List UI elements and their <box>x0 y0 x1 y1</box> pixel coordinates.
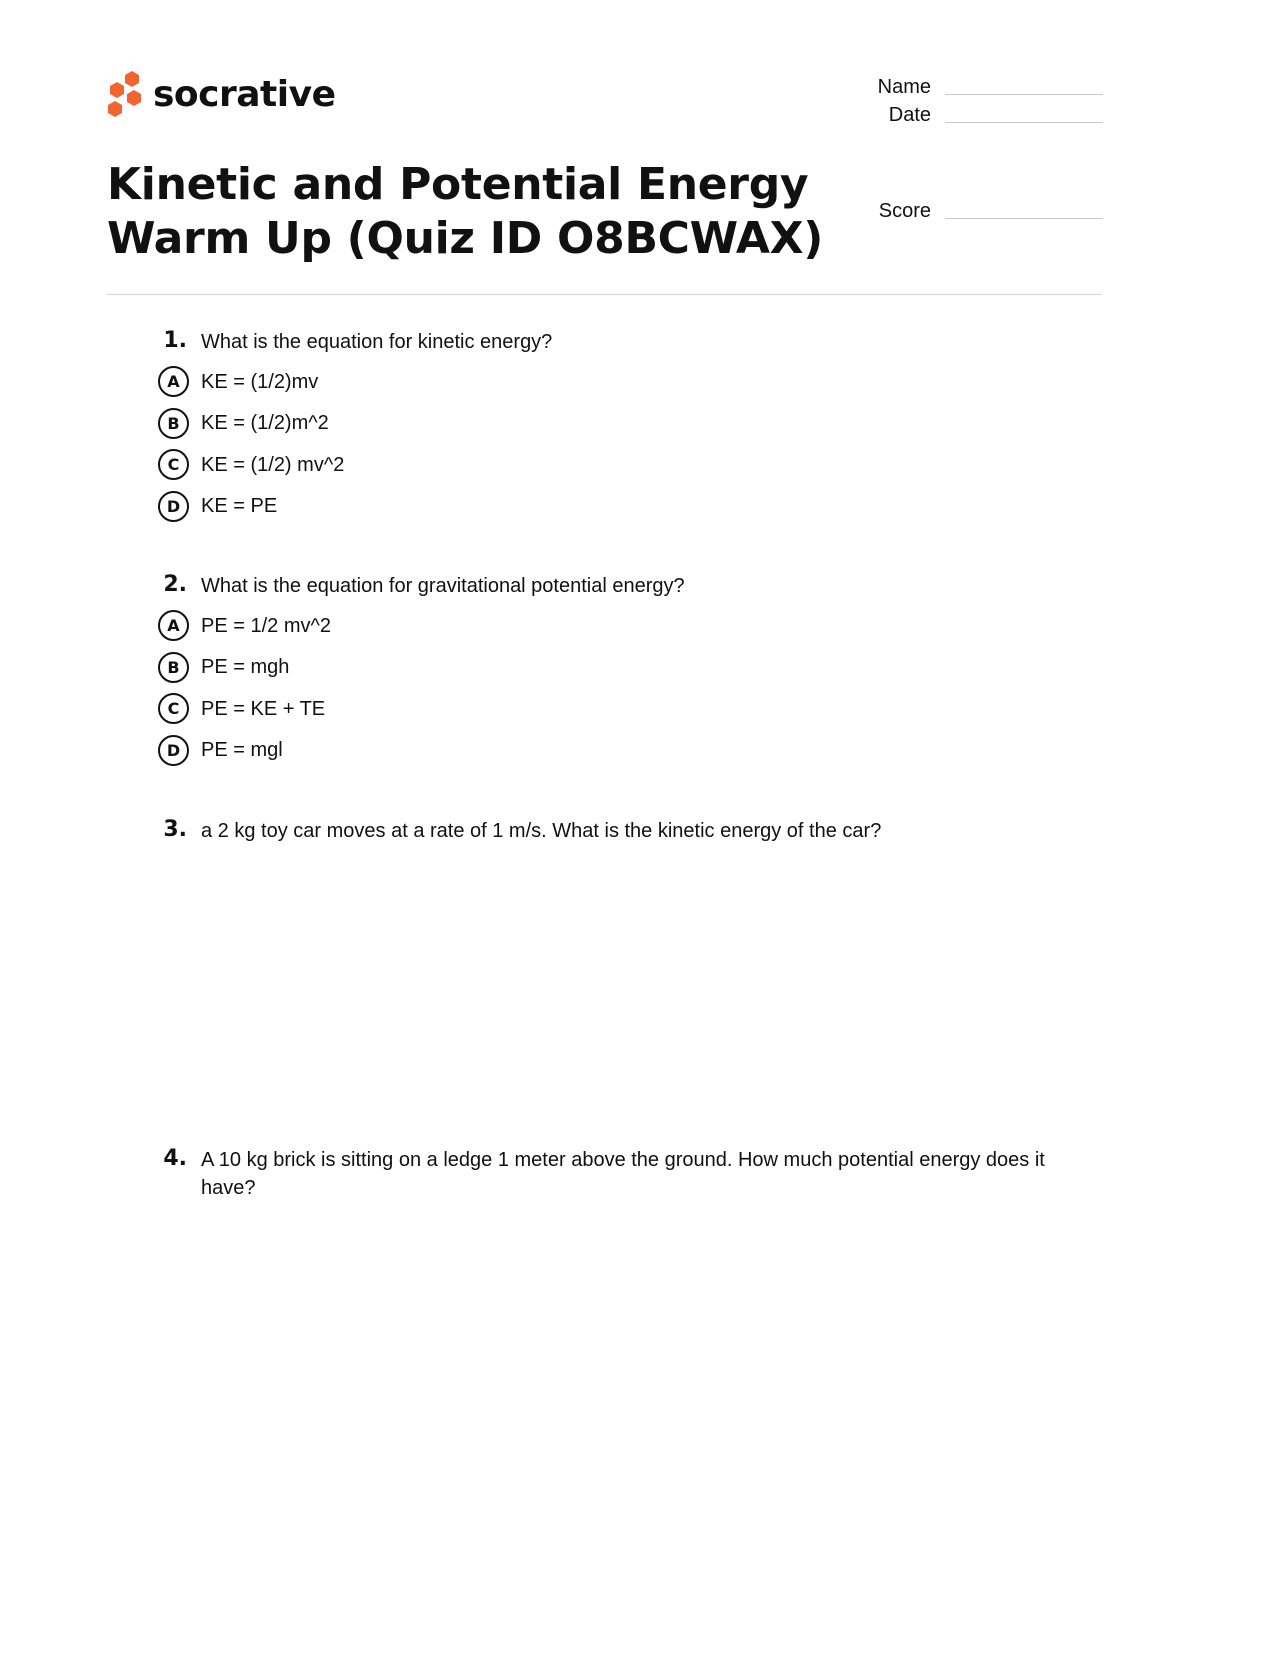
question-number: 2. <box>163 572 187 597</box>
title-line-2: Warm Up (Quiz ID O8BCWAX) <box>107 213 824 264</box>
option-d[interactable] <box>155 486 1085 528</box>
question-text: a 2 kg toy car moves at a rate of 1 m/s. What is the kinetic energy of the car? <box>201 820 882 842</box>
date-field[interactable] <box>860 100 1103 130</box>
question-header <box>155 1146 1085 1202</box>
question-number: 4. <box>163 1146 187 1171</box>
name-label: Name <box>877 76 931 98</box>
option-bubble[interactable]: C <box>158 449 189 480</box>
header-divider <box>107 294 1102 295</box>
question-4 <box>155 1146 1085 1202</box>
name-field[interactable] <box>860 72 1103 102</box>
option-text: PE = 1/2 mv^2 <box>201 614 331 637</box>
option-text: PE = KE + TE <box>201 697 326 720</box>
score-label: Score <box>878 200 931 222</box>
option-bubble[interactable]: A <box>158 366 189 397</box>
option-bubble[interactable]: B <box>158 408 189 439</box>
question-text: What is the equation for kinetic energy? <box>201 331 553 353</box>
option-text: KE = (1/2) mv^2 <box>201 453 345 476</box>
option-text: PE = mgh <box>201 656 290 679</box>
option-text: KE = PE <box>201 495 278 518</box>
option-b[interactable] <box>155 403 1085 445</box>
answer-options <box>155 361 1085 527</box>
question-header <box>155 328 1085 356</box>
question-header <box>155 817 1085 845</box>
option-c[interactable] <box>155 444 1085 486</box>
option-bubble[interactable]: C <box>158 693 189 724</box>
option-text: KE = (1/2)mv <box>201 370 319 393</box>
score-input-line[interactable] <box>945 218 1103 219</box>
date-input-line[interactable] <box>945 122 1103 123</box>
question-text: What is the equation for gravitational potential energy? <box>201 575 685 597</box>
option-text: KE = (1/2)m^2 <box>201 412 329 435</box>
name-input-line[interactable] <box>945 94 1103 95</box>
answer-options <box>155 605 1085 771</box>
score-field[interactable] <box>860 196 1103 226</box>
option-bubble[interactable]: D <box>158 735 189 766</box>
question-text: A 10 kg brick is sitting on a ledge 1 meter above the ground. How much potential energy does it have? <box>201 1149 1045 1199</box>
option-b[interactable] <box>155 647 1085 689</box>
option-c[interactable] <box>155 688 1085 730</box>
option-bubble[interactable]: A <box>158 610 189 641</box>
brand-name: socrative <box>153 74 336 115</box>
question-1 <box>155 328 1085 527</box>
question-3 <box>155 817 1085 845</box>
option-bubble[interactable]: B <box>158 652 189 683</box>
hexagon-cluster-icon <box>106 70 144 118</box>
socrative-logo <box>106 70 335 118</box>
question-number: 1. <box>163 328 187 353</box>
date-label: Date <box>888 104 931 126</box>
option-text: PE = mgl <box>201 739 283 762</box>
option-d[interactable] <box>155 730 1085 772</box>
question-number: 3. <box>163 817 187 842</box>
question-2 <box>155 572 1085 771</box>
option-bubble[interactable]: D <box>158 491 189 522</box>
option-a[interactable] <box>155 361 1085 403</box>
question-header <box>155 572 1085 600</box>
option-a[interactable] <box>155 605 1085 647</box>
page-title <box>107 158 867 266</box>
title-line-1: Kinetic and Potential Energy <box>107 159 809 210</box>
